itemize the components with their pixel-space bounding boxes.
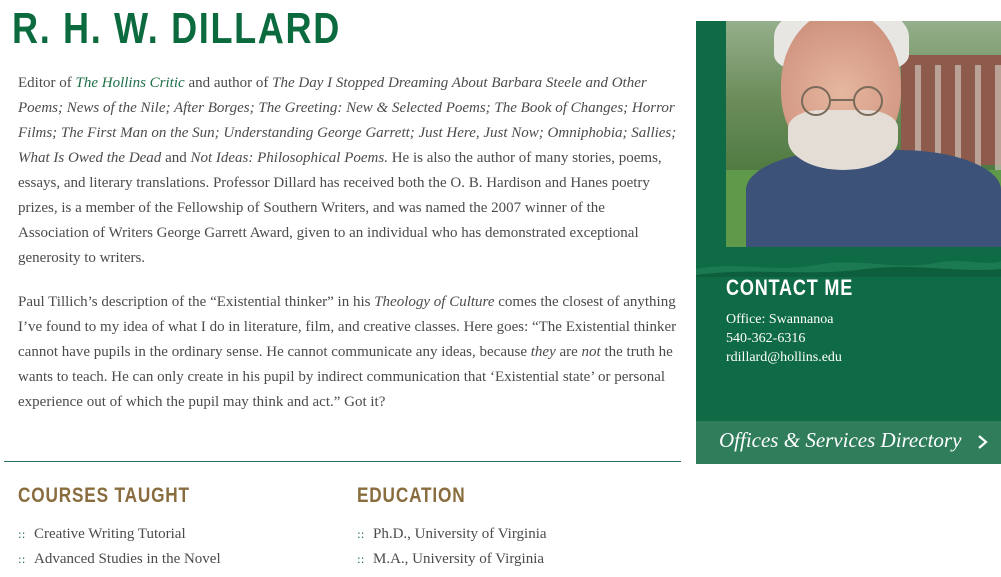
courses-heading: COURSES TAUGHT (18, 484, 190, 507)
contact-details (726, 310, 842, 367)
bio-content (18, 71, 678, 434)
list-item: :: Advanced Studies in the Novel (18, 547, 228, 572)
bullet-icon: :: (18, 528, 26, 541)
education-section (357, 484, 547, 572)
chevron-right-icon (974, 433, 992, 451)
bio-paragraph-2: Paul Tillich’s description of the “Existential thinker” in his Theology of Culture comes the closest of anything I’ve found to my idea of what I do in literature, film, and creative classes. Here goes: “The Existential thinker cannot have pupils in the ordinary sense. He cannot communicate any ideas, because they are not the truth he wants to teach. He can only create in his pupil by indirect communication that ‘Existential state’ or personal experience out of which the pupil may think and act.” Got it? (18, 294, 677, 410)
page-title: R. H. W. DILLARD (12, 4, 341, 53)
education-heading: EDUCATION (357, 484, 466, 507)
offices-services-directory-button[interactable] (696, 421, 1001, 464)
contact-heading: CONTACT ME (726, 275, 854, 300)
education-list (357, 522, 547, 572)
email-link[interactable]: rdillard@hollins.edu (726, 350, 842, 365)
brush-stroke-decoration (696, 247, 1001, 277)
courses-list (18, 522, 228, 572)
bio-paragraph-1: Editor of The Hollins Critic and author of The Day I Stopped Dreaming About Barbara Steele and Other Poems; News of the Nile; After Borges; The Greeting: New & Selected Poems; The Book of Changes; Horror Films; The First Man on the Sun; Understanding George Garrett; Just Here, Just Now; Omniphobia; Sallies; What Is Owed the Dead and Not Ideas: Philosophical Poems. He is also the author of many stories, poems, essays, and literary translations. Professor Dillard has received both the O. B. Hardison and Hanes poetry prizes, is a member of the Fellowship of Southern Writers, and was named the 2007 winner of the Association of Writers George Garrett Award, given to an individual who has demonstrated exceptional generosity to writers. (18, 75, 677, 266)
courses-section (18, 484, 228, 572)
office-text: Office: Swannanoa (726, 312, 834, 327)
profile-photo (726, 21, 1001, 247)
directory-label: Offices & Services Directory (719, 428, 962, 452)
section-divider (4, 461, 681, 462)
phone-text: 540-362-6316 (726, 331, 806, 346)
contact-sidebar (696, 21, 1001, 464)
bullet-icon: :: (18, 553, 26, 566)
bullet-icon: :: (357, 553, 365, 566)
list-item: :: M.A., University of Virginia (357, 547, 547, 572)
bullet-icon: :: (357, 528, 365, 541)
list-item: :: Creative Writing Tutorial (18, 522, 228, 547)
list-item: :: Ph.D., University of Virginia (357, 522, 547, 547)
hollins-critic-link[interactable]: The Hollins Critic (75, 75, 185, 91)
